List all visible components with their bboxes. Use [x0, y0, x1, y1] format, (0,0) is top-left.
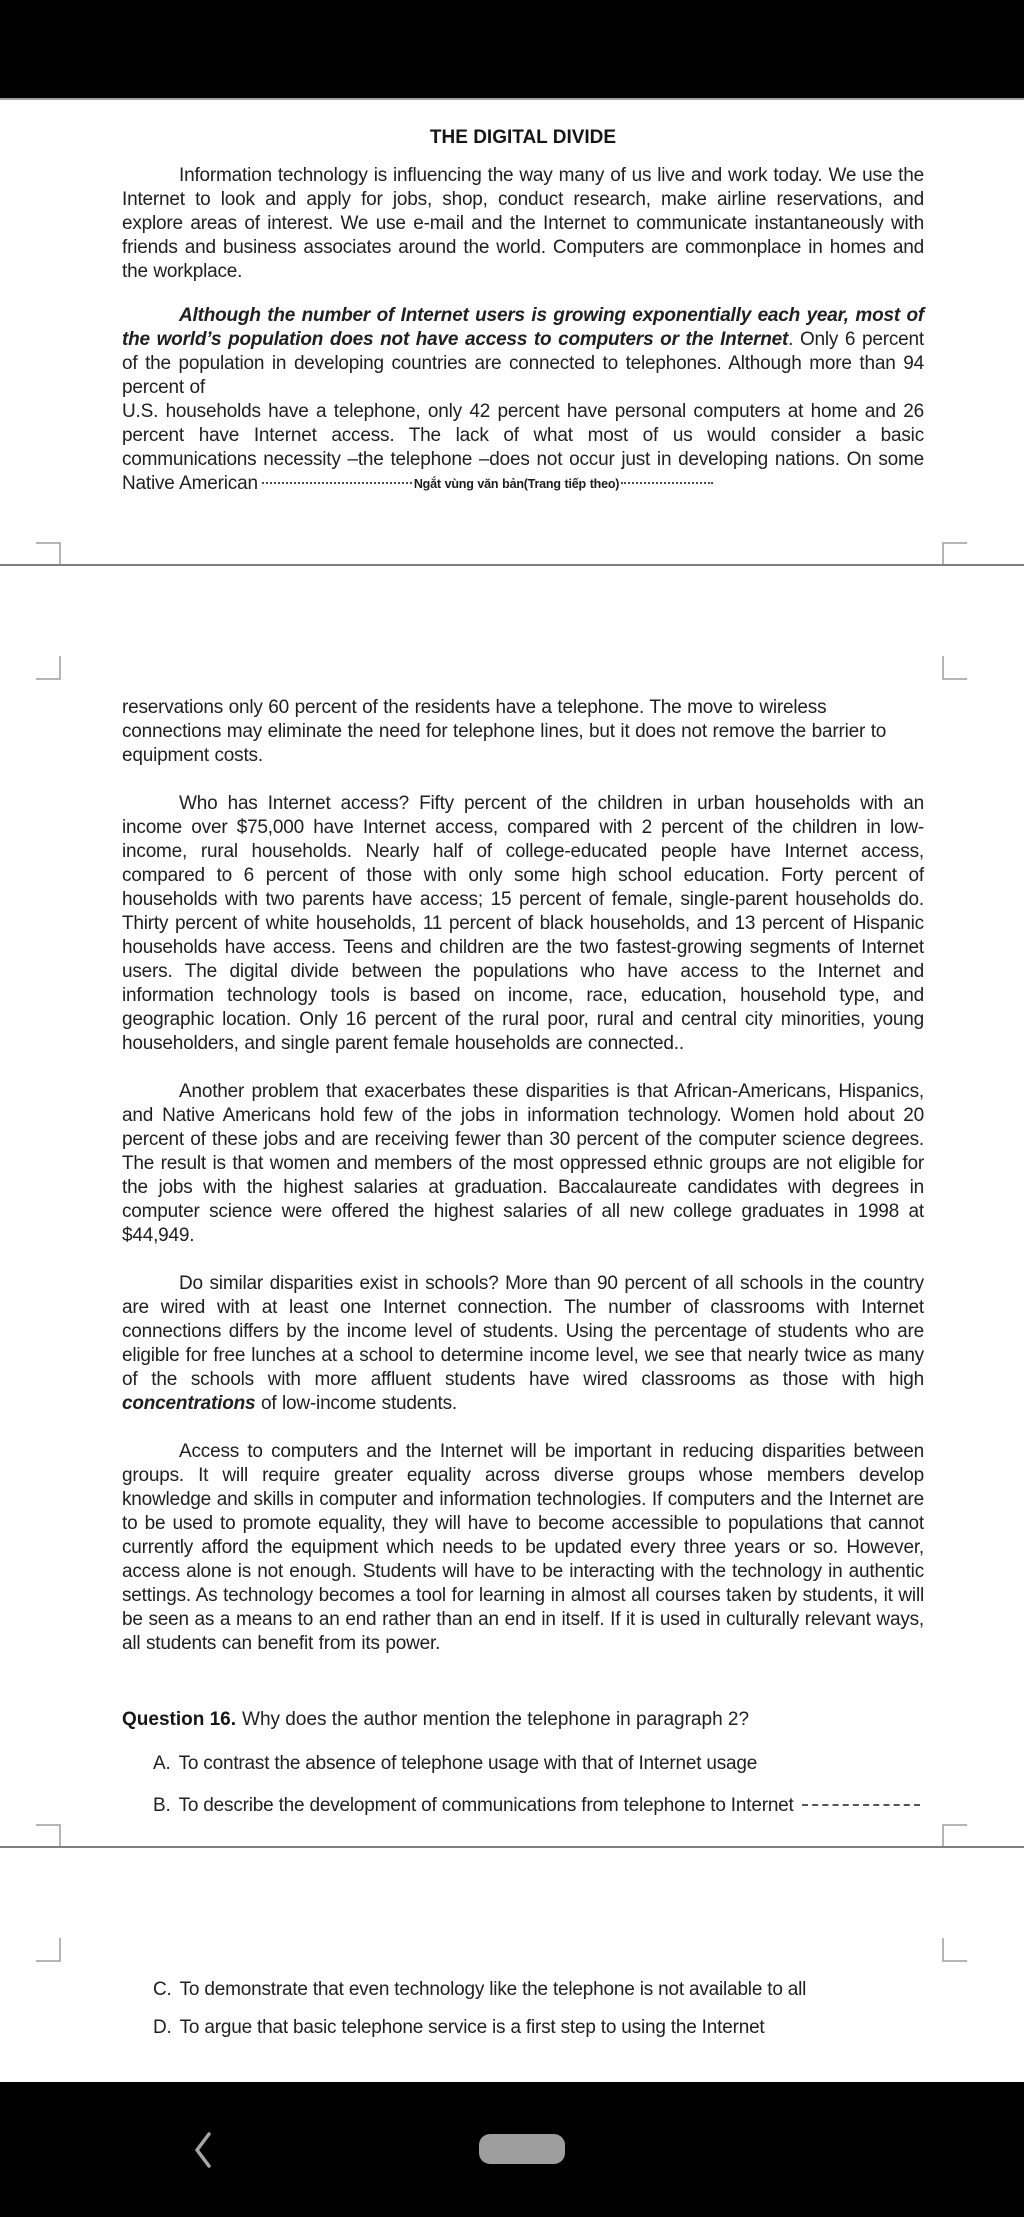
page-gap [0, 1848, 1024, 1938]
answer-option-b [153, 1794, 924, 1818]
option-text: To describe the development of communications from telephone to Internet [178, 1795, 794, 1816]
answer-option-a [153, 1752, 924, 1776]
crop-mark-icon [36, 656, 61, 680]
option-letter: D. [153, 2017, 172, 2038]
paragraph-4: Who has Internet access? Fifty percent of the children in urban households with an income over $75,000 have Internet access, compared with 2 percent of the children in low-income, rural households. Nearly half of college-educated people have Internet access, compared to 6 percent of those with only some high school education. Forty percent of households with two parents have access; 15 percent of female, single-parent households do. Thirty percent of white households, 11 percent of black households, and 13 percent of Hispanic households have access. Teens and children are the two fastest-growing segments of Internet users. The digital divide between the populations who have access to the Internet and information technology tools is based on income, race, education, household type, and geographic location. Only 16 percent of the rural poor, rural and central city minorities, young householders, and single parent female households are connected.. [122, 793, 924, 1054]
document-page-3 [122, 1978, 924, 2040]
home-indicator[interactable] [479, 2134, 565, 2164]
back-icon[interactable] [192, 2130, 214, 2170]
crop-mark-icon [942, 1824, 967, 1846]
document-page-1 [122, 126, 924, 496]
paragraph-6-post: of low-income students. [255, 1393, 457, 1414]
document-title: THE DIGITAL DIVIDE [429, 127, 617, 148]
crop-mark-icon [942, 1938, 967, 1962]
crop-mark-icon [36, 542, 61, 564]
option-letter: C. [153, 1979, 172, 2000]
paragraph-5: Another problem that exacerbates these disparities is that African-Americans, Hispanics, and Native Americans hold few of the jobs in information technology. Women hold about 20 percent of these jobs and are receiving fewer than 30 percent of the computer science degrees. The result is that women and members of the most oppressed ethnic groups are not eligible for the jobs with the highest salaries at graduation. Baccalaureate candidates with degrees in computer science were offered the highest salaries of all new college graduates in 1998 at $44,949. [122, 1081, 924, 1246]
page-bottom-margin-marks [0, 1824, 1024, 1846]
paragraph-2 [122, 304, 924, 400]
document-page-2 [122, 696, 924, 1818]
crop-mark-icon [36, 1824, 61, 1846]
page-gap [0, 566, 1024, 656]
question-label: Question 16. [122, 1709, 237, 1730]
option-letter: A. [153, 1753, 171, 1774]
paragraph-3: reservations only 60 percent of the residents have a telephone. The move to wireless connections may eliminate the need for telephone lines, but it does not remove the barrier to equipment costs. [122, 697, 887, 766]
paragraph-7: Access to computers and the Internet will be important in reducing disparities between groups. It will require greater equality across diverse groups whose members develop knowledge and skills in computer and information technologies. If computers and the Internet are to be used to promote equality, they will have to become accessible to populations that cannot currently afford the equipment which needs to be updated every three years or so. However, access alone is not enough. Students will have to be interacting with the technology in authentic settings. As technology becomes a tool for learning in almost all courses taken by students, it will be seen as a means to an end rather than an end in itself. If it is used in culturally relevant ways, all students can benefit from its power. [122, 1441, 924, 1654]
answer-option-d [153, 2016, 924, 2040]
crop-mark-icon [942, 542, 967, 564]
crop-mark-icon [942, 656, 967, 680]
paragraph-6-pre: Do similar disparities exist in schools? More than 90 percent of all schools in the country are wired with at least one Internet connection. The number of classrooms with Internet connections differs by the income level of students. Using the percentage of students who are eligible for free lunches at a school to determine income level, we see that nearly twice as many of the schools with more affluent students have wired classrooms as those with high [122, 1273, 924, 1390]
status-bar [0, 0, 1024, 100]
option-text: To argue that basic telephone service is a first step to using the Internet [179, 2017, 765, 2038]
emphasized-word: concentrations [122, 1393, 256, 1414]
navigation-bar [0, 2082, 1024, 2217]
page-bottom-margin-marks [0, 542, 1024, 564]
section-break-dots-right [621, 482, 713, 484]
emphasized-thesis: Although the number of Internet users is growing exponentially each year, most of the world’s population does not have access to computers or the Internet [122, 305, 924, 350]
question-text: Why does the author mention the telephone in paragraph 2? [242, 1709, 750, 1730]
document-pages [0, 126, 1024, 2040]
paragraph-6 [122, 1272, 924, 1416]
paragraph-1: Information technology is influencing the way many of us live and work today. We use the Internet to look and apply for jobs, shop, conduct research, make airline reservations, and explore areas of interest. We use e-mail and the Internet to communicate instantaneously with friends and business associates around the world. Computers are commonplace in homes and the workplace. [122, 165, 924, 282]
page-separator-1 [0, 542, 1024, 680]
question-16 [122, 1708, 924, 1732]
page-top-margin-marks [0, 1938, 1024, 1962]
paragraph-2-continuation [122, 400, 924, 496]
page-top-margin-marks [0, 656, 1024, 680]
crop-mark-icon [36, 1938, 61, 1962]
paragraph-2-rest: . Only 6 percent of the population in developing countries are connected to telephones. Although more than 94 percent of [122, 329, 924, 398]
option-text: To contrast the absence of telephone usage with that of Internet usage [178, 1753, 758, 1774]
trailing-dashes [802, 1804, 920, 1806]
page-separator-2 [0, 1824, 1024, 1962]
option-letter: B. [153, 1795, 171, 1816]
section-break-label: Ngắt vùng văn bản(Trang tiếp theo) [413, 477, 620, 491]
paragraph-2-continuation-text: U.S. households have a telephone, only 42 percent have personal computers at home and 26 percent have Internet access. The lack of what most of us would consider a basic communications necessity –the telephone –does not occur just in developing nations. On some Native American [122, 401, 924, 494]
document-viewport[interactable] [0, 100, 1024, 2082]
answer-option-c [153, 1978, 924, 2002]
option-text: To demonstrate that even technology like the telephone is not available to all [179, 1979, 807, 2000]
section-break-dots-left [262, 482, 412, 484]
